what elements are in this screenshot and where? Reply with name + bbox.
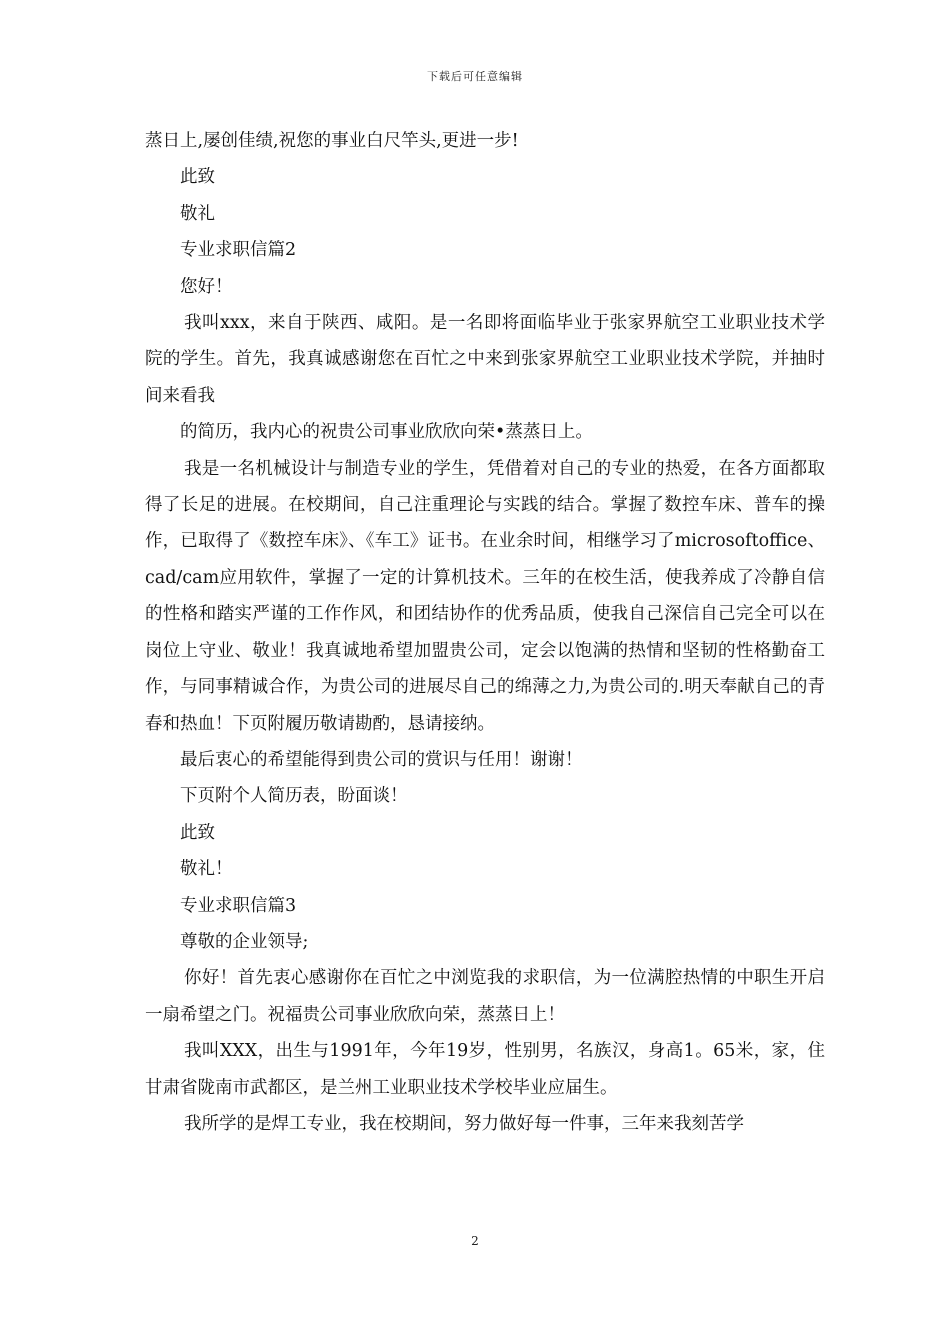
closing-line: 此致 [180, 167, 215, 188]
paragraph: 我叫XXX，出生与1991年，今年19岁，性别男，名族汉，身高1。65米，家，住甘肃省陇南市武都区，是兰州工业职业技术学校毕业应届生。 [145, 1041, 825, 1098]
closing-salute: 敬礼 [180, 203, 215, 224]
section-title: 专业求职信篇3 [180, 895, 297, 916]
paragraph: 最后衷心的希望能得到贵公司的赏识与任用！谢谢！ [180, 749, 583, 770]
paragraph: 我所学的是焊工专业，我在校期间，努力做好每一件事，三年来我刻苦学 [184, 1113, 744, 1134]
page-header: 下载后可任意编辑 [427, 70, 523, 83]
section-title: 专业求职信篇2 [180, 240, 297, 261]
paragraph: 下页附个人简历表，盼面谈！ [180, 786, 408, 807]
page-number: 2 [471, 1234, 479, 1248]
greeting: 尊敬的企业领导; [180, 931, 309, 952]
document-body [145, 123, 825, 1142]
closing-salute: 敬礼！ [180, 859, 233, 880]
paragraph: 的简历，我内心的祝贵公司事业欣欣向荣•蒸蒸日上。 [180, 422, 593, 443]
greeting: 您好！ [180, 276, 233, 297]
paragraph: 我叫xxx，来自于陕西、咸阳。是一名即将面临毕业于张家界航空工业职业技术学院的学生。首先，我真诚感谢您在百忙之中来到张家界航空工业职业技术学院，并抽时间来看我 [145, 313, 825, 406]
paragraph: 你好！首先衷心感谢你在百忙之中浏览我的求职信，为一位满腔热情的中职生开启一扇希望之门。祝福贵公司事业欣欣向荣，蒸蒸日上！ [145, 968, 825, 1025]
paragraph: 我是一名机械设计与制造专业的学生，凭借着对自己的专业的热爱，在各方面都取得了长足的进展。在校期间，自己注重理论与实践的结合。掌握了数控车床、普车的操作，已取得了《数控车床》、《车工》证书。在业余时间，相继学习了microsoftoffice、cad/cam应用软件，掌握了一定的计算机技术。三年的在校生活，使我养成了冷静自信的性格和踏实严谨的工作作风，和团结协作的优秀品质，使我自己深信自己完全可以在岗位上守业、敬业！我真诚地希望加盟贵公司，定会以饱满的热情和坚韧的性格勤奋工作，与同事精诚合作，为贵公司的进展尽自己的绵薄之力,为贵公司的.明天奉献自己的青春和热血！下页附履历敬请勘酌，恳请接纳。 [145, 458, 825, 734]
closing-line: 此致 [180, 822, 215, 843]
paragraph: 蒸日上,屡创佳绩,祝您的事业白尺竿头,更进一步! [145, 131, 519, 151]
